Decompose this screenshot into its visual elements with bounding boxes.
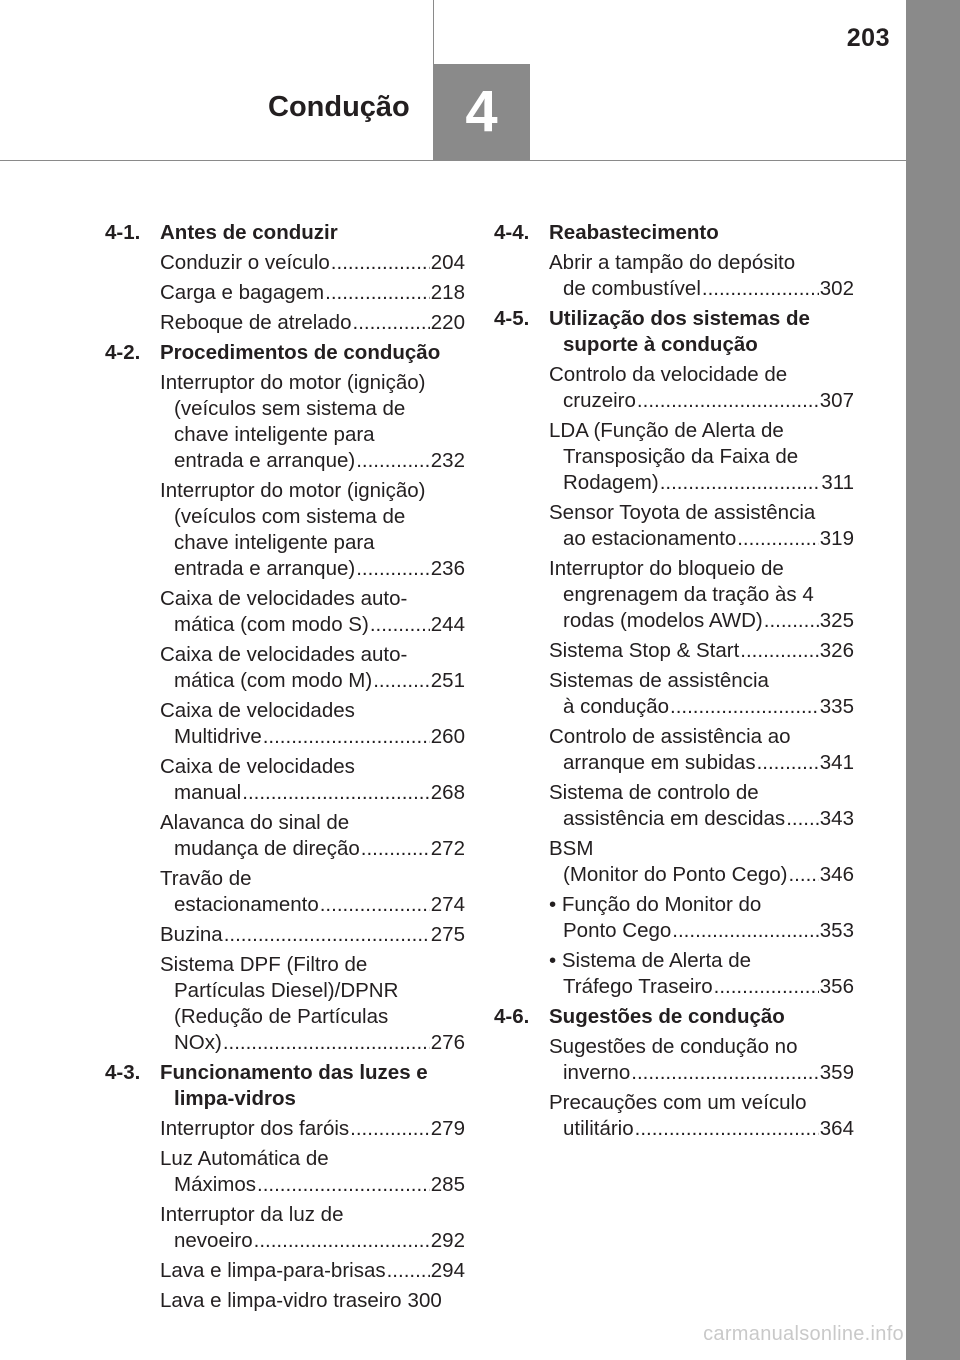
entry-text-line: Rodagem): [563, 471, 659, 494]
section-heading: [494, 220, 854, 246]
entry-text-line: inverno: [563, 1061, 631, 1084]
entry-page-number: 292: [430, 1229, 465, 1252]
entry-text-line: estacionamento: [174, 893, 319, 916]
toc-entry[interactable]: [160, 586, 465, 638]
toc-entry[interactable]: [160, 280, 465, 306]
entry-text-line: Sistema Stop & Start: [549, 639, 740, 662]
entry-text-line: Caixa de velocidades auto-: [160, 587, 408, 610]
entry-page-number: 341: [819, 751, 854, 774]
entry-text-line: Tráfego Traseiro: [563, 975, 713, 998]
dot-leader: [325, 280, 430, 306]
toc-entry[interactable]: [160, 952, 465, 1056]
entry-text-line: Interruptor do bloqueio de: [549, 557, 784, 580]
entry-last-line: [549, 608, 854, 634]
section-heading: [105, 1060, 465, 1112]
entry-text-line: Multidrive: [174, 725, 262, 748]
section-heading: [494, 306, 854, 358]
dot-leader: [670, 694, 819, 720]
dot-leader: [788, 862, 818, 888]
toc-entry[interactable]: [160, 1202, 465, 1254]
entry-page-number: 364: [819, 1117, 854, 1140]
section-number: 4-1.: [105, 221, 141, 244]
toc-right-column: [494, 220, 854, 1146]
section-title: [160, 340, 465, 366]
section-number: 4-6.: [494, 1005, 530, 1028]
dot-leader: [660, 470, 821, 496]
entry-text-line: assistência em descidas: [563, 807, 786, 830]
entry-last-line: [160, 922, 465, 948]
dot-leader: [356, 448, 430, 474]
toc-entry[interactable]: [549, 638, 854, 664]
dot-leader: [223, 1030, 430, 1056]
section-title-line: Reabastecimento: [549, 221, 719, 244]
toc-entry[interactable]: [549, 668, 854, 720]
dot-leader: [373, 668, 430, 694]
entry-text-line: (Monitor do Ponto Cego): [563, 863, 788, 886]
entry-last-line: [549, 388, 854, 414]
entry-text-line: ao estacionamento: [563, 527, 737, 550]
entry-page-number: 353: [819, 919, 854, 942]
toc-section: [494, 220, 854, 302]
dot-leader: [635, 1116, 819, 1142]
section-title-line: Antes de conduzir: [160, 221, 338, 244]
entry-last-line: [549, 276, 854, 302]
section-heading: [105, 340, 465, 366]
entry-page-number: 268: [430, 781, 465, 804]
toc-entry[interactable]: [160, 1146, 465, 1198]
section-title-line: Sugestões de condução: [549, 1005, 785, 1028]
entry-last-line: [549, 862, 854, 888]
entry-text-line: (Redução de Partículas: [174, 1005, 389, 1028]
entry-text-line: Transposição da Faixa de: [563, 445, 799, 468]
dot-leader: [637, 388, 819, 414]
entry-page-number: 356: [819, 975, 854, 998]
entry-text-line: Sugestões de condução no: [549, 1035, 798, 1058]
entry-text-line: (veículos com sistema de: [174, 505, 406, 528]
section-number: 4-2.: [105, 341, 141, 364]
entry-page-number: 204: [430, 251, 465, 274]
dot-leader: [257, 1172, 430, 1198]
entry-text-line: Abrir a tampão do depósito: [549, 251, 796, 274]
entry-page-number: 311: [821, 471, 854, 494]
header-divider: [433, 0, 434, 64]
entry-text-line: Reboque de atrelado: [160, 311, 352, 334]
toc-entry[interactable]: [160, 250, 465, 276]
dot-leader: [356, 556, 430, 582]
entry-page-number: 325: [819, 609, 854, 632]
section-title: [549, 1004, 854, 1030]
entry-text-line: Sistema DPF (Filtro de: [160, 953, 368, 976]
entry-text-line: Buzina: [160, 923, 223, 946]
entry-page-number: 335: [819, 695, 854, 718]
entry-last-line: [160, 448, 465, 474]
entry-page-number: 232: [430, 449, 465, 472]
entry-page-number: 272: [430, 837, 465, 860]
entry-last-line: [160, 250, 465, 276]
toc-section: [105, 1060, 465, 1314]
entry-last-line: [160, 780, 465, 806]
entry-text-line: mudança de direção: [174, 837, 360, 860]
toc-entry[interactable]: [160, 1258, 465, 1284]
entry-page-number: 251: [430, 669, 465, 692]
entry-page-number: 236: [430, 557, 465, 580]
header-rule: [0, 160, 906, 161]
entry-text-line: Sistemas de assistência: [549, 669, 769, 692]
toc-entry[interactable]: [549, 250, 854, 302]
section-title-line: Procedimentos de condução: [160, 341, 441, 364]
toc-entry[interactable]: [160, 810, 465, 862]
dot-leader: [672, 918, 819, 944]
entry-text-line: chave inteligente para: [174, 423, 375, 446]
toc-entry[interactable]: [160, 754, 465, 806]
entry-page-number: 346: [819, 863, 854, 886]
toc-entry[interactable]: [549, 500, 854, 552]
entry-text-line: Controlo da velocidade de: [549, 363, 788, 386]
entry-page-number: 300: [407, 1289, 442, 1312]
toc-entry[interactable]: [549, 780, 854, 832]
entry-last-line: [160, 280, 465, 306]
entry-text-line: cruzeiro: [563, 389, 636, 412]
page-number: 203: [846, 24, 890, 52]
section-title-line: Funcionamento das luzes e: [160, 1061, 428, 1084]
entry-last-line: [160, 556, 465, 582]
entry-text-line: entrada e arranque): [174, 557, 356, 580]
entry-text-line: Controlo de assistência ao: [549, 725, 791, 748]
toc-entry[interactable]: [549, 1034, 854, 1086]
entry-last-line: [549, 918, 854, 944]
entry-page-number: 294: [430, 1259, 465, 1282]
dot-leader: [361, 836, 430, 862]
dot-leader: [757, 750, 819, 776]
entry-last-line: [549, 974, 854, 1000]
entry-text-line: utilitário: [563, 1117, 634, 1140]
section-title-line: limpa-vidros: [174, 1087, 296, 1110]
entry-last-line: [160, 724, 465, 750]
toc-entry[interactable]: [549, 724, 854, 776]
entry-text-line: LDA (Função de Alerta de: [549, 419, 784, 442]
dot-leader: [737, 526, 819, 552]
dot-leader: [786, 806, 819, 832]
entry-page-number: 244: [430, 613, 465, 636]
entry-last-line: [549, 470, 854, 496]
entry-last-line: [160, 1172, 465, 1198]
dot-leader: [370, 612, 430, 638]
dot-leader: [331, 250, 430, 276]
entry-text-line: Sistema de controlo de: [549, 781, 759, 804]
section-number: 4-4.: [494, 221, 530, 244]
entry-text-line: mática (com modo M): [174, 669, 373, 692]
toc-entry[interactable]: [549, 892, 854, 944]
entry-last-line: [549, 750, 854, 776]
entry-page-number: 276: [430, 1031, 465, 1054]
entry-text-line: entrada e arranque): [174, 449, 356, 472]
toc-section: [105, 340, 465, 1056]
toc-entry[interactable]: [549, 362, 854, 414]
dot-leader: [387, 1258, 430, 1284]
entry-page-number: 279: [430, 1117, 465, 1140]
entry-text-line: Luz Automática de: [160, 1147, 329, 1170]
section-title: [160, 1060, 465, 1112]
chapter-title: Condução: [268, 91, 410, 123]
toc-entry[interactable]: [160, 642, 465, 694]
entry-text-line: Travão de: [160, 867, 252, 890]
toc-section: [105, 220, 465, 336]
entry-text-line: Lava e limpa-para-brisas: [160, 1259, 386, 1282]
dot-leader: [764, 608, 819, 634]
entry-text-line: rodas (modelos AWD): [563, 609, 763, 632]
entry-page-number: 307: [819, 389, 854, 412]
entry-page-number: 343: [819, 807, 854, 830]
entry-page-number: 319: [819, 527, 854, 550]
section-title-line: suporte à condução: [563, 333, 758, 356]
section-title: [549, 220, 854, 246]
dot-leader: [254, 1228, 430, 1254]
entry-page-number: 326: [819, 639, 854, 662]
entry-page-number: 302: [819, 277, 854, 300]
entry-last-line: [160, 1116, 465, 1142]
toc-entry[interactable]: [160, 478, 465, 582]
dot-leader: [714, 974, 819, 1000]
toc-entry[interactable]: [160, 310, 465, 336]
toc-entry[interactable]: [160, 1116, 465, 1142]
section-heading: [494, 1004, 854, 1030]
entry-text-line: Interruptor dos faróis: [160, 1117, 350, 1140]
entry-text-line: BSM: [549, 837, 594, 860]
entry-last-line: [160, 668, 465, 694]
toc-entry[interactable]: [549, 836, 854, 888]
entry-text-line: manual: [174, 781, 242, 804]
entry-text-line: Caixa de velocidades: [160, 755, 355, 778]
dot-leader: [740, 638, 819, 664]
section-title: [549, 306, 854, 358]
toc-entry[interactable]: [549, 418, 854, 496]
toc-left-column: [105, 220, 465, 1318]
section-number: 4-3.: [105, 1061, 141, 1084]
entry-text-line: Carga e bagagem: [160, 281, 325, 304]
toc-entry[interactable]: [549, 1090, 854, 1142]
entry-last-line: [549, 1060, 854, 1086]
entry-page-number: 285: [430, 1173, 465, 1196]
watermark: carmanualsonline.info: [703, 1323, 904, 1345]
entry-text-line: Interruptor da luz de: [160, 1203, 344, 1226]
entry-last-line: [549, 638, 854, 664]
dot-leader: [702, 276, 819, 302]
entry-text-line: Máximos: [174, 1173, 257, 1196]
dot-leader: [631, 1060, 819, 1086]
entry-text-line: nevoeiro: [174, 1229, 253, 1252]
entry-last-line: [160, 1228, 465, 1254]
section-title: [160, 220, 465, 246]
toc-section: [494, 306, 854, 1000]
toc-entry[interactable]: [160, 1288, 465, 1314]
entry-text-line: Interruptor do motor (ignição): [160, 479, 426, 502]
entry-page-number: 218: [430, 281, 465, 304]
entry-text-line: (veículos sem sistema de: [174, 397, 406, 420]
entry-text-line: Precauções com um veículo: [549, 1091, 807, 1114]
entry-last-line: [160, 1288, 465, 1314]
entry-last-line: [160, 310, 465, 336]
entry-text-line: mática (com modo S): [174, 613, 369, 636]
entry-page-number: 274: [430, 893, 465, 916]
entry-last-line: [549, 694, 854, 720]
chapter-side-tab: [906, 0, 960, 1360]
toc-entry[interactable]: [549, 948, 854, 1000]
entry-page-number: 260: [430, 725, 465, 748]
entry-text-line: Interruptor do motor (ignição): [160, 371, 426, 394]
entry-last-line: [160, 836, 465, 862]
entry-page-number: 359: [819, 1061, 854, 1084]
entry-page-number: 220: [430, 311, 465, 334]
entry-last-line: [549, 526, 854, 552]
entry-text-line: Caixa de velocidades auto-: [160, 643, 408, 666]
section-heading: [105, 220, 465, 246]
dot-leader: [263, 724, 430, 750]
entry-text-line: arranque em subidas: [563, 751, 756, 774]
entry-text-line: Alavanca do sinal de: [160, 811, 350, 834]
section-number: 4-5.: [494, 307, 530, 330]
entry-text-line: Lava e limpa-vidro traseiro: [160, 1289, 402, 1312]
entry-last-line: [160, 1258, 465, 1284]
entry-text-line: Caixa de velocidades: [160, 699, 355, 722]
entry-last-line: [160, 1030, 465, 1056]
toc-entry[interactable]: [160, 370, 465, 474]
dot-leader: [353, 310, 430, 336]
entry-last-line: [160, 612, 465, 638]
entry-last-line: [160, 892, 465, 918]
entry-last-line: [549, 1116, 854, 1142]
dot-leader: [350, 1116, 430, 1142]
entry-text-line: • Função do Monitor do: [549, 893, 762, 916]
toc-entry[interactable]: [160, 698, 465, 750]
dot-leader: [242, 780, 430, 806]
entry-text-line: Ponto Cego: [563, 919, 672, 942]
entry-text-line: Conduzir o veículo: [160, 251, 330, 274]
entry-text-line: • Sistema de Alerta de: [549, 949, 752, 972]
dot-leader: [320, 892, 430, 918]
chapter-number-badge: 4: [433, 64, 530, 160]
entry-page-number: 275: [430, 923, 465, 946]
entry-text-line: chave inteligente para: [174, 531, 375, 554]
entry-text-line: NOx): [174, 1031, 222, 1054]
entry-text-line: Partículas Diesel)/DPNR: [174, 979, 399, 1002]
section-title-line: Utilização dos sistemas de: [549, 307, 810, 330]
entry-text-line: de combustível: [563, 277, 701, 300]
entry-text-line: engrenagem da tração às 4: [563, 583, 814, 606]
entry-text-line: à condução: [563, 695, 670, 718]
toc-entry[interactable]: [160, 866, 465, 918]
toc-section: [494, 1004, 854, 1142]
toc-entry[interactable]: [160, 922, 465, 948]
entry-text-line: Sensor Toyota de assistência: [549, 501, 816, 524]
dot-leader: [224, 922, 430, 948]
entry-last-line: [549, 806, 854, 832]
toc-entry[interactable]: [549, 556, 854, 634]
